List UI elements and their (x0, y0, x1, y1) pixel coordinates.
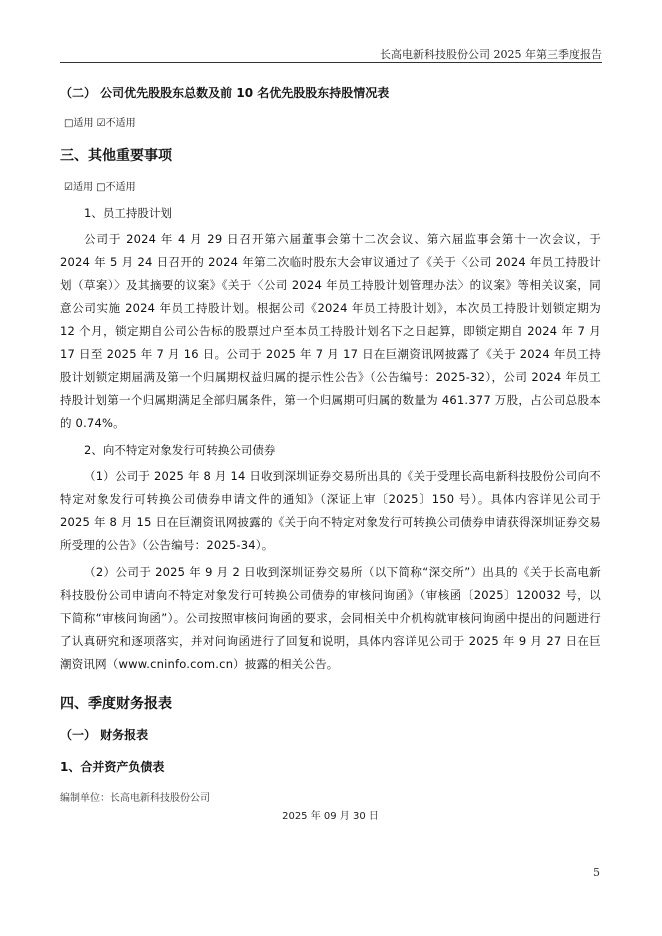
employee-stock-plan-title: 1、员工持股计划 (84, 206, 172, 220)
other-matters-applicability: ☑适用 □不适用 (64, 182, 136, 193)
report-date: 2025 年 09 月 30 日 (282, 811, 379, 822)
employee-stock-plan-paragraph: 公司于 2024 年 4 月 29 日召开第六届董事会第十二次会议、第六届监事会第十一次会议，于 2024 年 5 月 24 日召开的 2024 年第二次临时股东大会审议通过了《关于〈公司 2024 年员工持股计划（草案）〉及其摘要的议案》《关于〈公司 2024 年员工持股计划管理办法〉的议案》等相关议案，同意公司实施 2024 年员工持股计划。根据公司《2024 年员工持股计划》，本次员工持股计划锁定期为 12 个月，锁定期自公司公告标的股票过户至本员工持股计划名下之日起算，即锁定期自 2024 年 7 月 17 日至 2025 年 7 月 16 日。公司于 2025 年 7 月 17 日在巨潮资讯网披露了《关于 2024 年员工持股计划锁定期届满及第一个归属期权益归属的提示性公告》（公告编号：2025-32），公司 2024 年员工持股计划第一个归属期满足全部归属条件，第一个归属期可归属的数量为 461.377 万股，占公司总股本的 0.74%。 (60, 232, 601, 430)
balance-sheet-title: 1、合并资产负债表 (60, 760, 165, 774)
convertible-bond-paragraph-1: （1）公司于 2025 年 8 月 14 日收到深圳证券交易所出具的《关于受理长高电新科技股份公司向不特定对象发行可转换公司债券申请文件的通知》（深证上审〔2025〕150 号）。具体内容详见公司于 2025 年 8 月 15 日在巨潮资讯网披露的《关于向不特定对象发行可转换公司债券申请获得深圳证券交易所受理的公告》（公告编号：2025-34）。 (60, 469, 601, 552)
preferred-shares-applicability: □适用 ☑不适用 (64, 118, 136, 129)
document-body (60, 76, 601, 826)
other-matters-heading: 三、其他重要事项 (60, 148, 172, 164)
compiler-unit: 编制单位：长高电新科技股份公司 (60, 793, 210, 804)
financial-reports-subheading: （一） 财务报表 (60, 728, 149, 742)
convertible-bond-title: 2、向不特定对象发行可转换公司债券 (84, 443, 276, 457)
page-number: 5 (593, 866, 600, 879)
preferred-shares-heading: （二） 公司优先股股东总数及前 10 名优先股股东持股情况表 (60, 86, 390, 100)
header-divider (60, 62, 602, 63)
report-header-title: 长高电新科技股份公司 2025 年第三季度报告 (380, 48, 602, 61)
convertible-bond-paragraph-2: （2）公司于 2025 年 9 月 2 日收到深圳证券交易所（以下简称“深交所”）出具的《关于长高电新科技股份公司申请向不特定对象发行可转换公司债券的审核问询函》（审核函〔2025〕120032 号，以下简称“审核问询函”）。公司按照审核问询函的要求，会同相关中介机构就审核问询函中提出的问题进行了认真研究和逐项落实，并对问询函进行了回复和说明，具体内容详见公司于 2025 年 9 月 27 日在巨潮资讯网（www.cninfo.com.cn）披露的相关公告。 (60, 565, 601, 671)
financial-statements-heading: 四、季度财务报表 (60, 696, 172, 712)
